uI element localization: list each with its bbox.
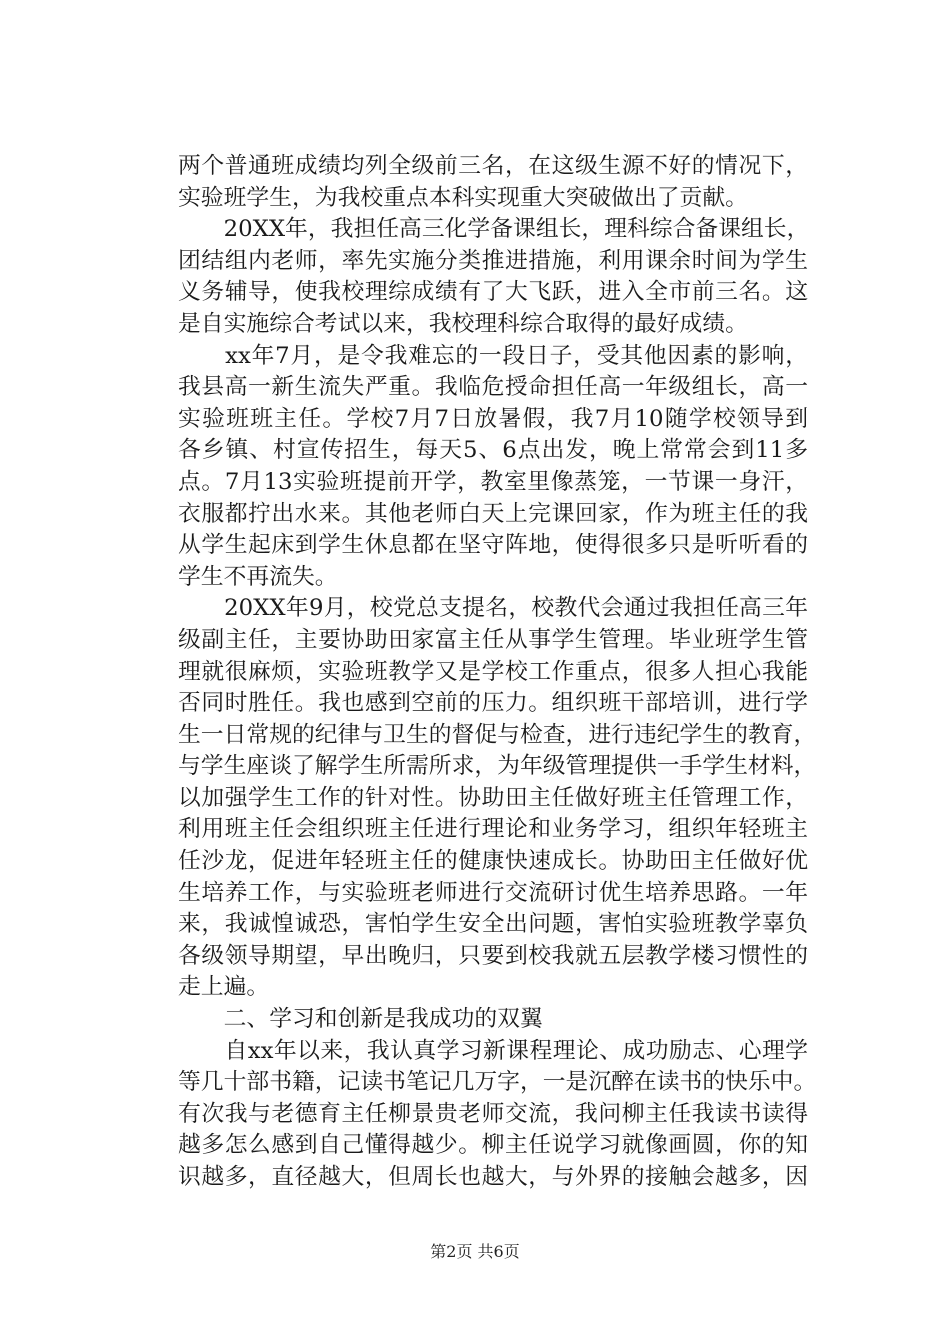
- text-line: 有次我与老德育主任柳景贵老师交流，我问柳主任我读书读得: [178, 1100, 808, 1127]
- text-line: 义务辅导，使我校理综成绩有了大飞跃，进入全市前三名。这: [178, 279, 808, 306]
- text-line: 理就很麻烦，实验班教学又是学校工作重点，很多人担心我能: [178, 658, 808, 685]
- text-line: 两个普通班成绩均列全级前三名，在这级生源不好的情况下，: [178, 153, 808, 179]
- text-line: 各乡镇、村宣传招生，每天5、6点出发，晚上常常会到11多: [178, 437, 808, 464]
- text-line: 实验班班主任。学校7月7日放暑假，我7月10随学校领导到: [178, 405, 808, 432]
- text-line: 20XX年9月，校党总支提名，校教代会通过我担任高三年: [178, 595, 808, 622]
- text-line: 与学生座谈了解学生所需所求，为年级管理提供一手学生材料，: [178, 753, 817, 780]
- text-line: 我县高一新生流失严重。我临危授命担任高一年级组长，高一: [178, 374, 808, 401]
- text-line: xx年7月，是令我难忘的一段日子，受其他因素的影响，: [178, 342, 808, 369]
- text-line: 从学生起床到学生休息都在坚守阵地，使得很多只是听听看的: [178, 532, 808, 559]
- text-line: 任沙龙，促进年轻班主任的健康快速成长。协助田主任做好优: [178, 848, 808, 875]
- text-line: 自xx年以来，我认真学习新课程理论、成功励志、心理学: [178, 1037, 808, 1064]
- text-line: 走上遍。: [178, 974, 270, 1001]
- text-line: 团结组内老师，率先实施分类推进措施，利用课余时间为学生: [178, 247, 808, 274]
- text-line: 等几十部书籍，记读书笔记几万字，一是沉醉在读书的快乐中。: [178, 1069, 817, 1096]
- text-line: 是自实施综合考试以来，我校理科综合取得的最好成绩。: [178, 310, 748, 337]
- text-line: 实验班学生，为我校重点本科实现重大突破做出了贡献。: [178, 184, 748, 211]
- text-line: 衣服都拧出水来。其他老师白天上完课回家，作为班主任的我: [178, 500, 808, 527]
- text-line: 20XX年，我担任高三化学备课组长，理科综合备课组长，: [178, 216, 810, 243]
- text-line: 以加强学生工作的针对性。协助田主任做好班主任管理工作，: [178, 784, 808, 811]
- text-line: 学生不再流失。: [178, 563, 338, 590]
- text-line: 越多怎么感到自己懂得越少。柳主任说学习就像画圆，你的知: [178, 1132, 808, 1159]
- text-line: 利用班主任会组织班主任进行理论和业务学习，组织年轻班主: [178, 816, 808, 843]
- text-line: 生一日常规的纪律与卫生的督促与检查，进行违纪学生的教育，: [178, 721, 817, 748]
- text-line: 级副主任，主要协助田家富主任从事学生管理。毕业班学生管: [178, 626, 808, 653]
- text-line: 否同时胜任。我也感到空前的压力。组织班干部培训，进行学: [178, 690, 808, 717]
- text-line: 生培养工作，与实验班老师进行交流研讨优生培养思路。一年: [178, 879, 808, 906]
- text-line: 识越多，直径越大，但周长也越大，与外界的接触会越多，因: [178, 1164, 808, 1190]
- text-line: 点。7月13实验班提前开学，教室里像蒸笼，一节课一身汗，: [178, 468, 808, 495]
- text-line: 各级领导期望，早出晚归，只要到校我就五层教学楼习惯性的: [178, 942, 808, 969]
- document-body: [178, 151, 817, 1194]
- page-number-footer: 第2页 共6页: [430, 1242, 520, 1261]
- text-line: 来，我诚惶诚恐，害怕学生安全出问题，害怕实验班教学辜负: [178, 911, 808, 938]
- text-line: 二、学习和创新是我成功的双翼: [178, 1006, 543, 1033]
